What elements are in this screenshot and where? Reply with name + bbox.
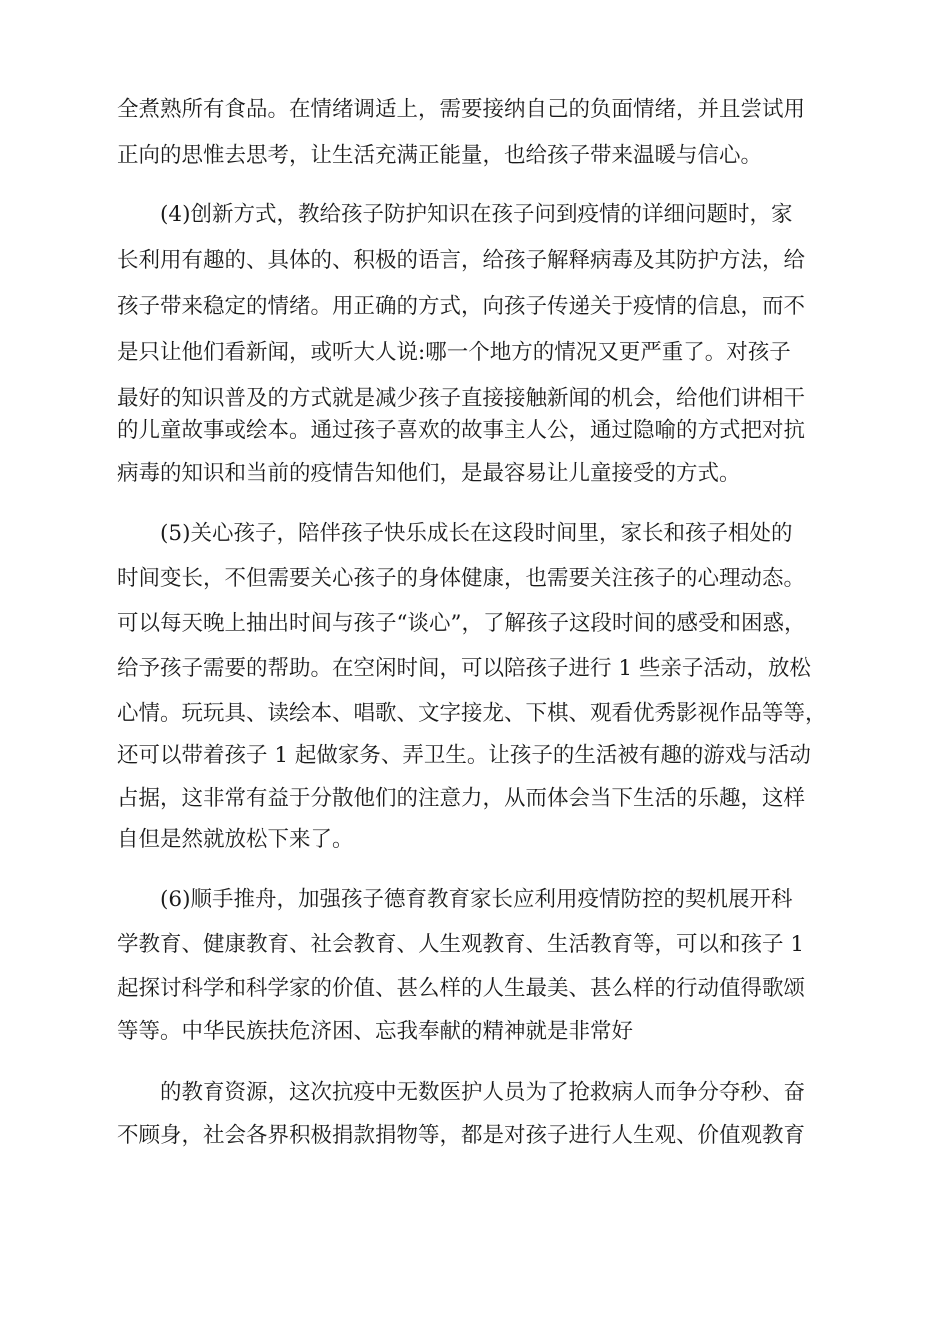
text-line: 可以每天晚上抽出时间与孩子“谈心”，了解孩子这段时间的感受和困惑， [117, 611, 806, 636]
text-line: 正向的思惟去思考，让生活充满正能量，也给孩子带来温暖与信心。 [117, 143, 763, 168]
text-line: 全煮熟所有食品。在情绪调适上，需要接纳自己的负面情绪，并且尝试用 [117, 97, 806, 122]
text-line: 等等。中华民族扶危济困、忘我奉献的精神就是非常好 [117, 1019, 634, 1044]
text-line: 孩子带来稳定的情绪。用正确的方式，向孩子传递关于疫情的信息，而不 [117, 294, 806, 319]
text-line: 的儿童故事或绘本。通过孩子喜欢的故事主人公，通过隐喻的方式把对抗 [117, 418, 806, 443]
text-line: (5)关心孩子，陪伴孩子快乐成长在这段时间里，家长和孩子相处的 [160, 521, 793, 546]
text-line: 的教育资源，这次抗疫中无数医护人员为了抢救病人而争分夺秒、奋 [160, 1080, 806, 1105]
text-line: 病毒的知识和当前的疫情告知他们，是最容易让儿童接受的方式。 [117, 461, 741, 486]
text-line: 学教育、健康教育、社会教育、人生观教育、生活教育等，可以和孩子 1 [117, 932, 805, 957]
text-line: 最好的知识普及的方式就是减少孩子直接接触新闻的机会，给他们讲相干 [117, 386, 806, 411]
text-line: 是只让他们看新闻，或听大人说:哪一个地方的情况又更严重了。对孩子 [117, 340, 791, 365]
text-line: (4)创新方式，教给孩子防护知识在孩子问到疫情的详细问题时，家 [160, 202, 793, 227]
text-line: 占据，这非常有益于分散他们的注意力，从而体会当下生活的乐趣，这样 [117, 786, 806, 811]
text-line: (6)顺手推舟，加强孩子德育教育家长应利用疫情防控的契机展开科 [160, 887, 793, 912]
text-line: 给予孩子需要的帮助。在空闲时间，可以陪孩子进行 1 些亲子活动，放松 [117, 656, 811, 681]
text-line: 长利用有趣的、具体的、积极的语言，给孩子解释病毒及其防护方法，给 [117, 248, 806, 273]
text-line: 时间变长，不但需要关心孩子的身体健康，也需要关注孩子的心理动态。 [117, 566, 806, 591]
text-line: 不顾身，社会各界积极捐款捐物等，都是对孩子进行人生观、价值观教育 [117, 1123, 806, 1148]
text-line: 心情。玩玩具、读绘本、唱歌、文字接龙、下棋、观看优秀影视作品等等， [117, 701, 827, 726]
text-line: 还可以带着孩子 1 起做家务、弄卫生。让孩子的生活被有趣的游戏与活动 [117, 743, 811, 768]
text-line: 自但是然就放松下来了。 [117, 827, 354, 852]
text-line: 起探讨科学和科学家的价值、甚么样的人生最美、甚么样的行动值得歌颂 [117, 976, 806, 1001]
